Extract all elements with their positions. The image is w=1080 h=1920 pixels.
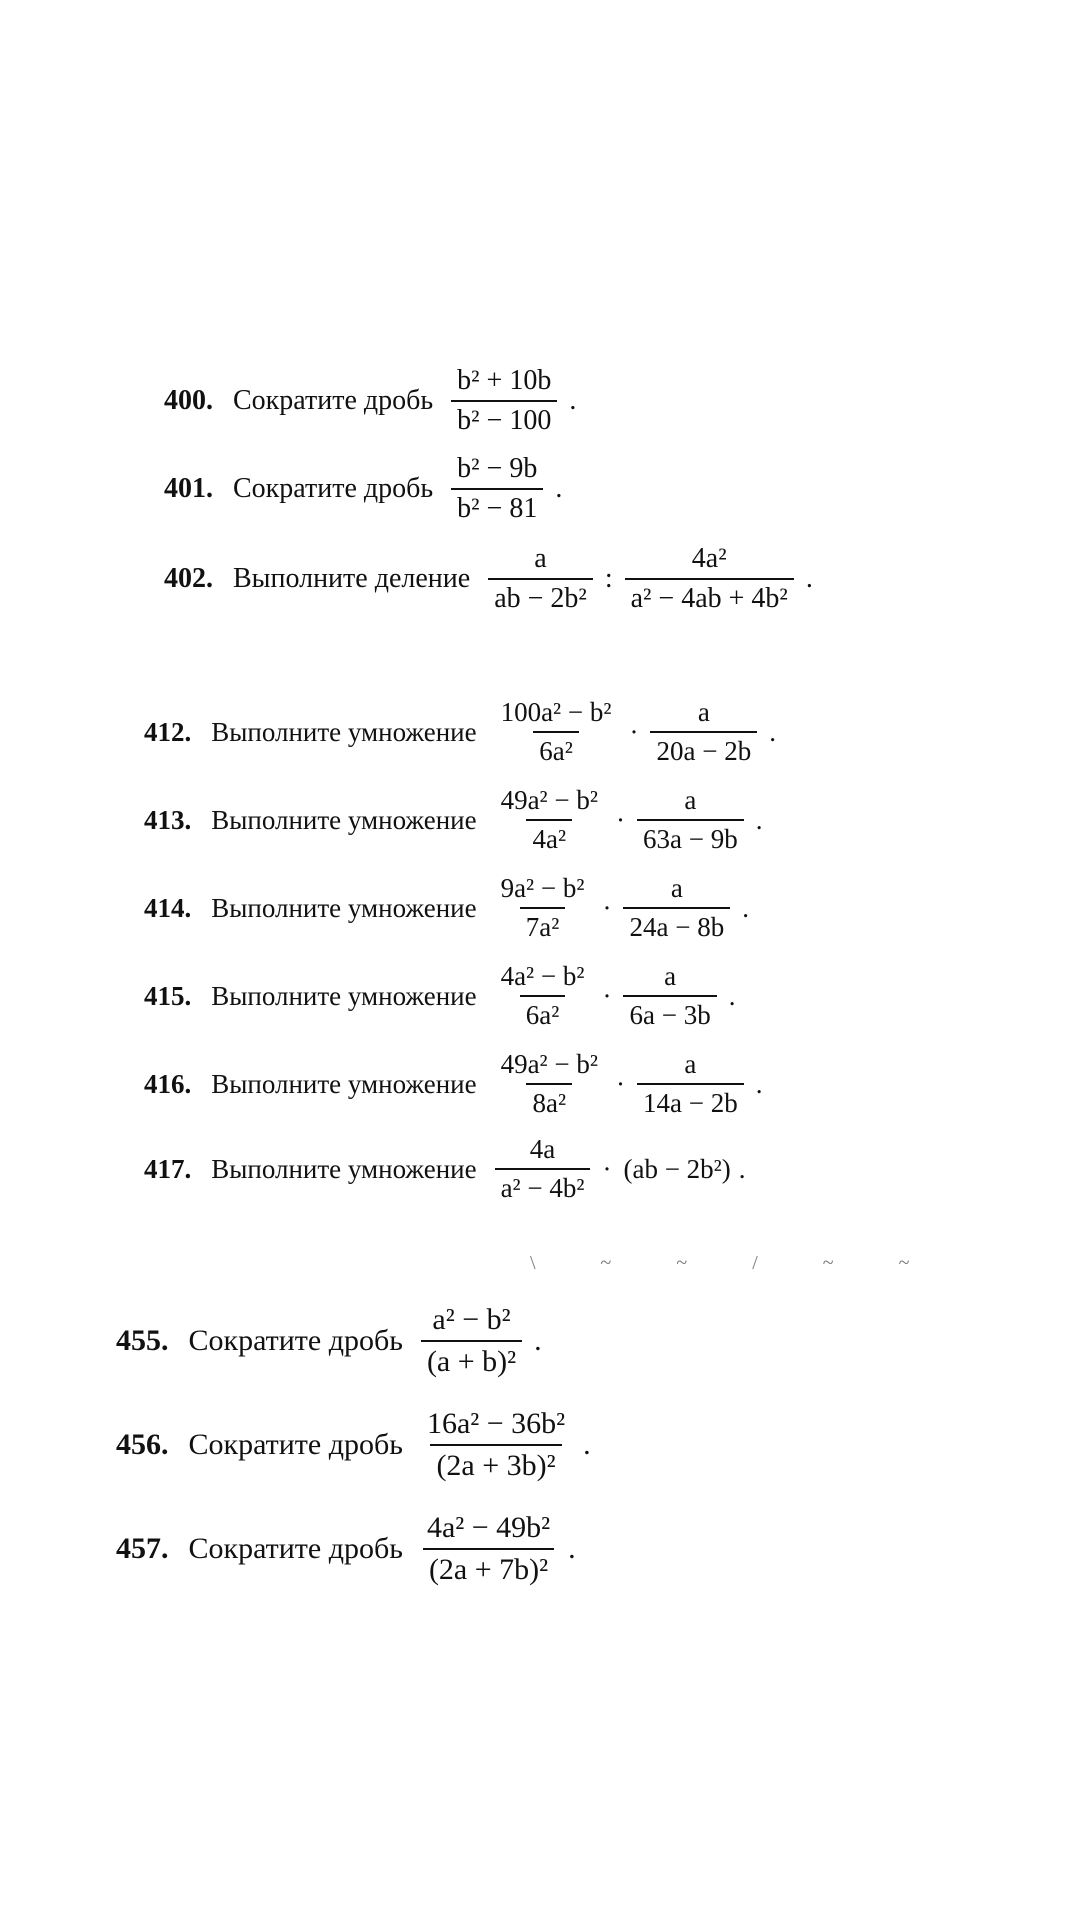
denominator: 6a − 3b: [623, 995, 716, 1031]
problem-456: [116, 1407, 591, 1483]
problem-text: Выполните умножение: [211, 980, 477, 1011]
operator: ·: [602, 892, 612, 923]
denominator: 14a − 2b: [637, 1083, 744, 1119]
end-mark: .: [738, 1153, 746, 1184]
problem-number: 456.: [116, 1428, 169, 1461]
problem-text: Сократите дробь: [233, 473, 434, 504]
numerator: 16a² − 36b²: [426, 1407, 566, 1440]
denominator: (a + b)²: [421, 1340, 522, 1379]
numerator: 4a² − 49b²: [426, 1511, 551, 1544]
problem-number: 416.: [144, 1068, 192, 1099]
fraction: [421, 1407, 571, 1483]
numerator: a: [534, 543, 547, 574]
problem-text: Выполните умножение: [211, 1068, 477, 1099]
problem-415: [144, 961, 735, 1031]
denominator: (2a + 3b)²: [430, 1444, 561, 1483]
problem-416: [144, 1049, 762, 1119]
fraction: [495, 697, 618, 767]
fraction: [421, 1303, 522, 1379]
problem-400: [164, 365, 576, 437]
numerator: a: [684, 785, 697, 815]
problem-number: 401.: [164, 473, 213, 504]
problem-text: Сократите дробь: [188, 1428, 403, 1461]
problem-455: [116, 1303, 542, 1379]
denominator: a² − 4b²: [495, 1168, 591, 1204]
problem-number: 402.: [164, 563, 213, 594]
numerator: a: [664, 961, 677, 991]
problem-414: [144, 873, 749, 943]
denominator: 24a − 8b: [623, 907, 730, 943]
problem-number: 400.: [164, 385, 213, 416]
denominator: 20a − 2b: [650, 731, 757, 767]
scan-artifact: \ ~ ~ / ~ ~: [530, 1252, 940, 1274]
problem-number: 457.: [116, 1532, 169, 1565]
numerator: a: [670, 873, 683, 903]
fraction: [637, 1049, 744, 1119]
problem-text: Выполните умножение: [211, 1153, 477, 1184]
end-mark: .: [742, 892, 749, 923]
problem-412: [144, 697, 776, 767]
fraction: [451, 365, 557, 437]
denominator: a² − 4ab + 4b²: [625, 578, 794, 615]
problem-402: [164, 543, 813, 615]
denominator: (2a + 7b)²: [423, 1548, 554, 1587]
denominator: 4a²: [526, 819, 572, 855]
numerator: 4a²: [691, 543, 727, 574]
fraction: [623, 873, 730, 943]
problem-text: Выполните умножение: [211, 804, 477, 835]
problem-text: Выполните умножение: [211, 716, 477, 747]
denominator: 6a²: [520, 995, 566, 1031]
fraction: [495, 785, 604, 855]
numerator: a: [697, 697, 710, 727]
fraction: [495, 961, 591, 1031]
end-mark: .: [569, 385, 577, 416]
end-mark: .: [755, 1068, 763, 1099]
problem-number: 417.: [144, 1153, 192, 1184]
problem-number: 415.: [144, 980, 192, 1011]
problem-text: Выполните умножение: [211, 892, 477, 923]
operator: ·: [629, 716, 639, 747]
operator: :: [604, 563, 613, 594]
end-mark: .: [583, 1428, 591, 1461]
end-mark: .: [805, 563, 813, 594]
numerator: 9a² − b²: [500, 873, 585, 903]
denominator: b² − 81: [451, 488, 543, 525]
end-mark: .: [534, 1324, 542, 1357]
problem-401: [164, 453, 562, 525]
problem-457: [116, 1511, 576, 1587]
operator: ·: [602, 1153, 612, 1184]
fraction: [623, 961, 716, 1031]
numerator: a: [684, 1049, 697, 1079]
numerator: b² + 10b: [457, 365, 552, 396]
fraction: [495, 873, 591, 943]
denominator: 63a − 9b: [637, 819, 744, 855]
problem-413: [144, 785, 762, 855]
fraction: [421, 1511, 556, 1587]
fraction: [495, 1049, 604, 1119]
fraction: [488, 543, 593, 615]
denominator: ab − 2b²: [488, 578, 593, 615]
denominator: b² − 100: [451, 400, 557, 437]
numerator: 4a: [529, 1134, 556, 1164]
problem-number: 413.: [144, 804, 192, 835]
denominator: 7a²: [520, 907, 566, 943]
problem-text: Сократите дробь: [188, 1532, 403, 1565]
numerator: 100a² − b²: [500, 697, 612, 727]
numerator: b² − 9b: [457, 453, 538, 484]
problem-text: Выполните деление: [233, 563, 471, 594]
denominator: 8a²: [526, 1083, 572, 1119]
numerator: 49a² − b²: [500, 785, 598, 815]
fraction: [451, 453, 543, 525]
operator: ·: [615, 1068, 625, 1099]
end-mark: .: [755, 804, 763, 835]
fraction: [495, 1134, 591, 1204]
factor: (ab − 2b²): [623, 1153, 731, 1184]
problem-number: 412.: [144, 716, 192, 747]
problem-417: [144, 1134, 746, 1204]
problem-text: Сократите дробь: [233, 385, 434, 416]
fraction: [650, 697, 757, 767]
end-mark: .: [555, 473, 563, 504]
problem-text: Сократите дробь: [188, 1324, 403, 1357]
problem-number: 455.: [116, 1324, 169, 1357]
numerator: 49a² − b²: [500, 1049, 598, 1079]
numerator: 4a² − b²: [500, 961, 585, 991]
problem-number: 414.: [144, 892, 192, 923]
denominator: 6a²: [533, 731, 579, 767]
numerator: a² − b²: [432, 1303, 511, 1336]
fraction: [625, 543, 794, 615]
end-mark: .: [568, 1532, 576, 1565]
end-mark: .: [769, 716, 776, 747]
operator: ·: [602, 980, 612, 1011]
operator: ·: [615, 804, 625, 835]
fraction: [637, 785, 744, 855]
end-mark: .: [728, 980, 736, 1011]
